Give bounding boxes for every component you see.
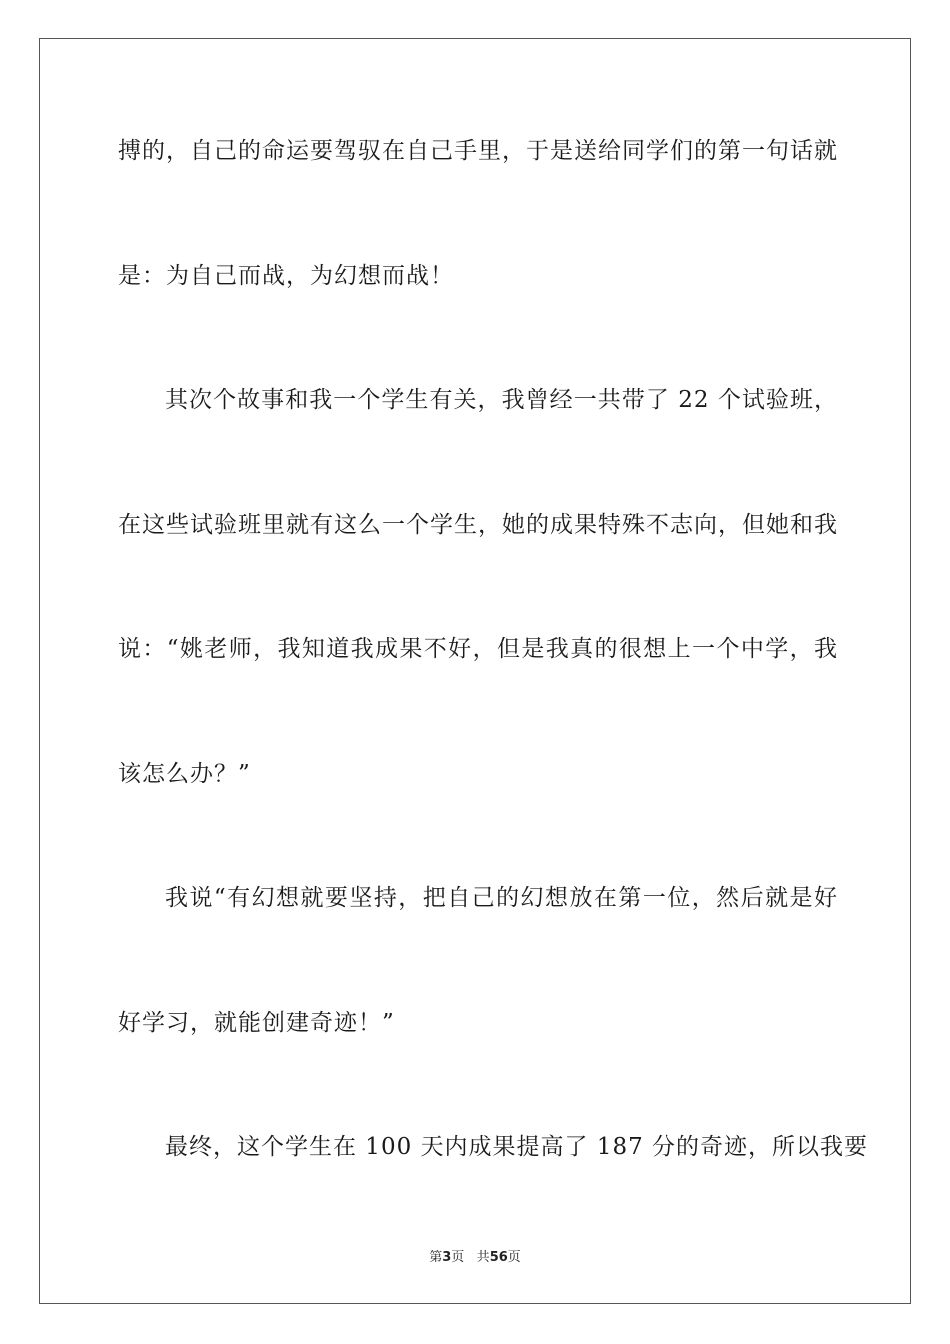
body-line-4: 在这些试验班里就有这么一个学生，她的成果特殊不志向，但她和我 — [118, 512, 838, 538]
footer-total-pages: 56 — [489, 1250, 508, 1265]
footer-page-number: 3 — [442, 1250, 452, 1265]
body-line-6: 该怎么办？” — [118, 761, 251, 787]
footer-page-suffix: 页 — [451, 1250, 465, 1265]
body-line-5: 说：“姚老师，我知道我成果不好，但是我真的很想上一个中学，我 — [118, 636, 838, 662]
body-line-1: 搏的，自己的命运要驾驭在自己手里，于是送给同学们的第一句话就 — [118, 138, 838, 164]
body-line-9: 最终，这个学生在 100 天内成果提高了 187 分的奇迹，所以我要 — [165, 1134, 869, 1160]
body-line-3: 其次个故事和我一个学生有关，我曾经一共带了 22 个试验班， — [165, 387, 838, 413]
footer-total-prefix: 共 — [476, 1250, 490, 1265]
body-line-2: 是：为自己而战，为幻想而战！ — [118, 263, 454, 289]
body-line-8: 好学习，就能创建奇迹！” — [118, 1010, 395, 1036]
footer-page-prefix: 第 — [429, 1250, 443, 1265]
page-border — [39, 38, 911, 1304]
body-line-7: 我说“有幻想就要坚持，把自己的幻想放在第一位，然后就是好 — [165, 885, 838, 911]
page-footer — [0, 1246, 950, 1265]
footer-total-suffix: 页 — [507, 1250, 521, 1265]
